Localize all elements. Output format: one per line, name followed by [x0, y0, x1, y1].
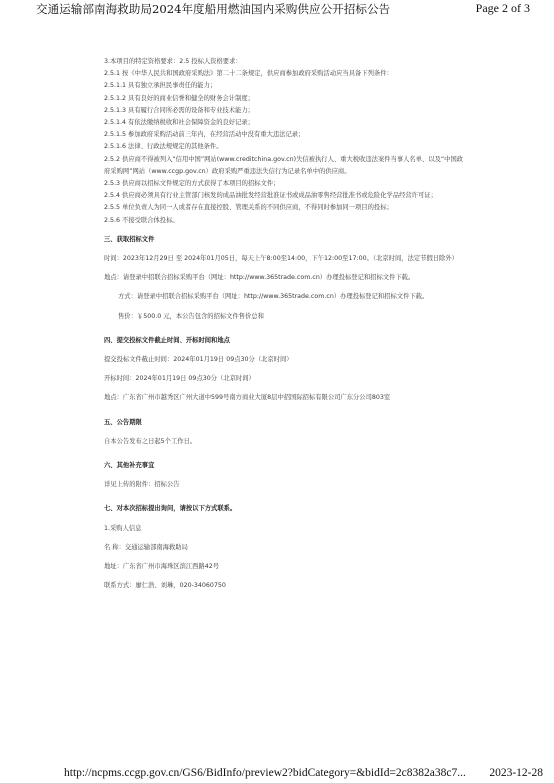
section-6-title: 六、其他补充事宜 — [104, 462, 155, 470]
print-header — [0, 0, 554, 20]
req-2-5-2: 2.5.2 供应商不得被列入“信用中国”网站(www.creditchina.gov.cn)失信被执行人、重大税收违法案件当事人名单、以及“中国政府采购网”网站（www.ccgp.gov.cn）政府采购严重违法失信行为记录名单中的供应商。 — [104, 155, 464, 175]
purchaser-address: 地址：广东省广州市海珠区滨江西路42号 — [104, 563, 220, 571]
req-2-5-5: 2.5.5 单位负责人为同一人或者存在直接控股、管理关系的不同供应商，不得同时参加同一项目的投标； — [104, 204, 393, 212]
req-2-5-4: 2.5.4 供应商必须具有行业主管部门核发的成品油批发经营批准证书或成品油零售经营批准书或危险化学品经营许可证； — [104, 192, 437, 200]
section-3-time: 时间：2023年12月29日 至 2024年01月05日，每天上午8:00至14:00，下午12:00至17:00。（北京时间，法定节假日除外） — [104, 255, 458, 263]
req-2-5-6: 2.5.6 不接受联合体投标。 — [104, 216, 179, 224]
page-number: Page 2 of 3 — [475, 1, 530, 15]
section-4-title: 四、提交投标文件截止时间、开标时间和地点 — [104, 336, 230, 344]
req-2-5-1: 2.5.1 按《中华人民共和国政府采购法》第二十二条规定，供应商参加政府采购活动应当具备下列条件： — [104, 70, 393, 78]
req-2-5-1-1: 2.5.1.1 具有独立承担民事责任的能力； — [104, 82, 217, 90]
source-url: http://ncpms.ccgp.gov.cn/GS6/BidInfo/preview2?bidCategory=&bidId=2c8382a38c7... — [64, 767, 466, 779]
req-2-5-1-3: 2.5.1.3 具有履行合同所必需的设备和专业技术能力； — [104, 106, 254, 114]
purchaser-info-heading: 1.采购人信息 — [104, 524, 142, 532]
section-3-place: 地点：请登录中招联合招标采购平台（网址：http://www.365trade.com.cn）办理投标登记和招标文件下载。 — [104, 274, 415, 282]
section-4-open-time: 开标时间：2024年01月19日 09点30分（北京时间） — [104, 375, 255, 383]
req-2-5-1-4: 2.5.1.4 有依法缴纳税收和社会保障资金的良好记录； — [104, 119, 254, 127]
section-6-text: 详见上传的附件：招标公告 — [104, 481, 180, 489]
req-2-5-1-2: 2.5.1.2 具有良好的商业信誉和健全的财务会计制度； — [104, 94, 254, 102]
section-4-deadline: 提交投标文件截止时间：2024年01月19日 09点30分（北京时间） — [104, 356, 293, 364]
purchaser-name: 名 称：交通运输部南海救助局 — [104, 543, 188, 551]
section-5-title: 五、公告期限 — [104, 418, 142, 426]
section-4-place: 地点：广东省广州市越秀区广州大道中599号南方商业大厦8层中招国际招标有限公司广东分公司803室 — [104, 394, 391, 402]
section-3-method: 方式：请登录中招联合招标采购平台（网址：http://www.365trade.com.cn）办理投标登记和招标文件下载。 — [118, 293, 429, 301]
purchaser-contact: 联系方式：廖仁浩、刘琳，020-34060750 — [104, 582, 226, 590]
section-3-title: 三、获取招标文件 — [104, 235, 155, 243]
req-2-5-3: 2.5.3 供应商以招标文件规定的方式获得了本项目的招标文件； — [104, 180, 280, 188]
req-2-5-1-5: 2.5.1.5 参加政府采购活动前三年内，在经营活动中没有重大违法记录； — [104, 131, 305, 139]
section-5-text: 自本公告发布之日起5个工作日。 — [104, 437, 197, 445]
section-7-title: 七、对本次招标提出询问，请按以下方式联系。 — [104, 505, 237, 513]
specific-qualification-heading: 3.本项目的特定资格要求：2.5 投标人资格要求： — [104, 58, 242, 65]
section-3-price: 售价：￥500.0 元，本公告包含的招标文件售价总和 — [118, 312, 264, 320]
print-footer — [0, 766, 554, 783]
req-2-5-1-6: 2.5.1.6 法律、行政法规规定的其他条件。 — [104, 143, 223, 151]
document-title: 交通运输部南海救助局2024年度船用燃油国内采购供应公开招标公告 — [36, 2, 391, 16]
print-date: 2023-12-28 — [489, 767, 543, 779]
announcement-body — [104, 56, 464, 593]
